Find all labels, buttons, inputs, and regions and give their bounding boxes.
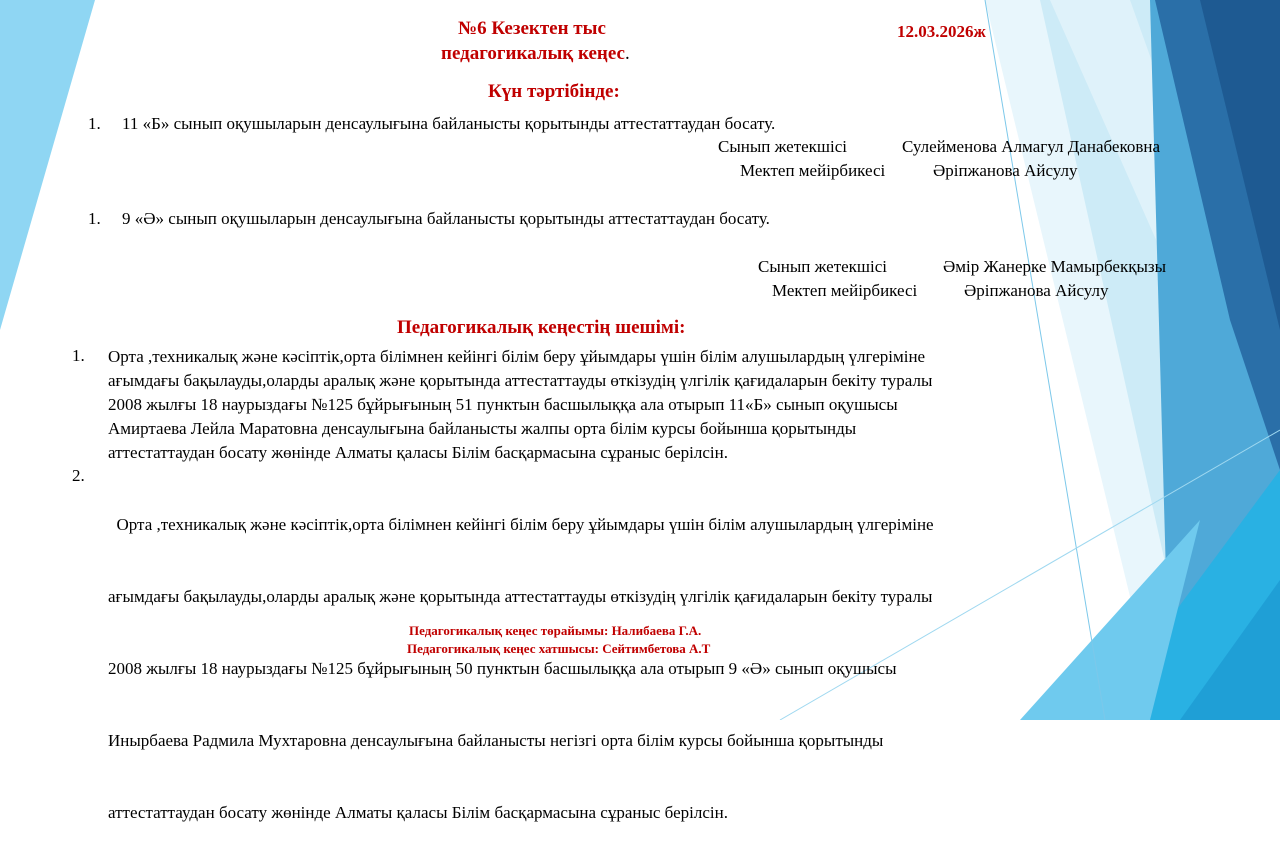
decision-item-2-line: Инырбаева Радмила Мухтаровна денсаулығына байланысты негізгі орта білім курсы бойынша қорытынды bbox=[108, 731, 884, 750]
decision-item-2-text bbox=[108, 465, 934, 849]
agenda-item-2-name2: Әріпжанова Айсулу bbox=[964, 281, 1109, 300]
decision-item-2-line: 2008 жылғы 18 наурыздағы №125 бұйрығының 50 пунктын басшылыққа ала отырып 9 «Ә» сынып оқушысы bbox=[108, 659, 897, 678]
agenda-heading: Күн тәртібінде: bbox=[488, 81, 620, 102]
meeting-title-period: . bbox=[624, 43, 630, 64]
agenda-item-1-name2: Әріпжанова Айсулу bbox=[933, 161, 1078, 180]
left-decor-triangle bbox=[0, 0, 95, 330]
agenda-item-1-text: 11 «Б» сынып оқушыларын денсаулығына байланысты қорытынды аттестаттаудан босату. bbox=[122, 114, 776, 133]
decision-item-2-line: аттестаттаудан босату жөнінде Алматы қаласы Білім басқармасына сұраныс берілсін. bbox=[108, 803, 728, 822]
decision-item-2-line: ағымдағы бақылауды,оларды аралық және қорытында аттестаттауды өткізудің үлгілік қағидаларын бекіту туралы bbox=[108, 587, 933, 606]
agenda-item-2-role1: Сынып жетекшісі bbox=[758, 257, 888, 276]
council-secretary: Педагогикалық кеңес хатшысы: Сейтимбетова А.Т bbox=[407, 641, 711, 656]
decision-item-1-line: 2008 жылғы 18 наурыздағы №125 бұйрығының 51 пунктын басшылыққа ала отырып 11«Б» сынып оқушысы bbox=[108, 395, 898, 414]
decision-item-1-line: аттестаттаудан босату жөнінде Алматы қаласы Білім басқармасына сұраныс берілсін. bbox=[108, 443, 728, 462]
agenda-item-1-role2: Мектеп мейірбикесі bbox=[740, 161, 886, 180]
decision-item-1-text bbox=[108, 345, 932, 465]
agenda-item-2-role2: Мектеп мейірбикесі bbox=[772, 281, 918, 300]
agenda-item-2-name1: Әмір Жанерке Мамырбекқызы bbox=[943, 257, 1167, 276]
agenda-item-2-text: 9 «Ә» сынып оқушыларын денсаулығына байланысты қорытынды аттестаттаудан босату. bbox=[122, 209, 770, 228]
meeting-title-line2-text: педагогикалық кеңес bbox=[441, 43, 625, 64]
meeting-date: 12.03.2026ж bbox=[897, 22, 986, 41]
decision-item-1-line: Амиртаева Лейла Маратовна денсаулығына байланысты жалпы орта білім курсы бойынша қорытынды bbox=[108, 419, 857, 438]
agenda-item-2-number: 1. bbox=[88, 209, 101, 228]
decision-item-2-number: 2. bbox=[72, 466, 85, 485]
decision-item-1-line: Орта ,техникалық және кәсіптік,орта білімнен кейінгі білім беру ұйымдары үшін білім алушылардың үлгеріміне bbox=[108, 347, 926, 366]
decision-heading: Педагогикалық кеңестің шешімі: bbox=[397, 317, 686, 338]
agenda-item-1-name1: Сулейменова Алмагул Данабековна bbox=[902, 137, 1161, 156]
agenda-item-1-number: 1. bbox=[88, 114, 101, 133]
council-chair: Педагогикалық кеңес төрайымы: Налибаева Г.А. bbox=[409, 623, 702, 638]
agenda-item-1-role1: Сынып жетекшісі bbox=[718, 137, 848, 156]
decision-item-1-line: ағымдағы бақылауды,оларды аралық және қорытында аттестаттауды өткізудің үлгілік қағидаларын бекіту туралы bbox=[108, 371, 933, 390]
decision-item-1-number: 1. bbox=[72, 346, 85, 365]
meeting-title-line2 bbox=[441, 43, 630, 65]
meeting-title-line1: №6 Кезектен тыс bbox=[458, 18, 606, 39]
decision-item-2-line: Орта ,техникалық және кәсіптік,орта білімнен кейінгі білім беру ұйымдары үшін білім алушылардың үлгеріміне bbox=[108, 515, 934, 534]
